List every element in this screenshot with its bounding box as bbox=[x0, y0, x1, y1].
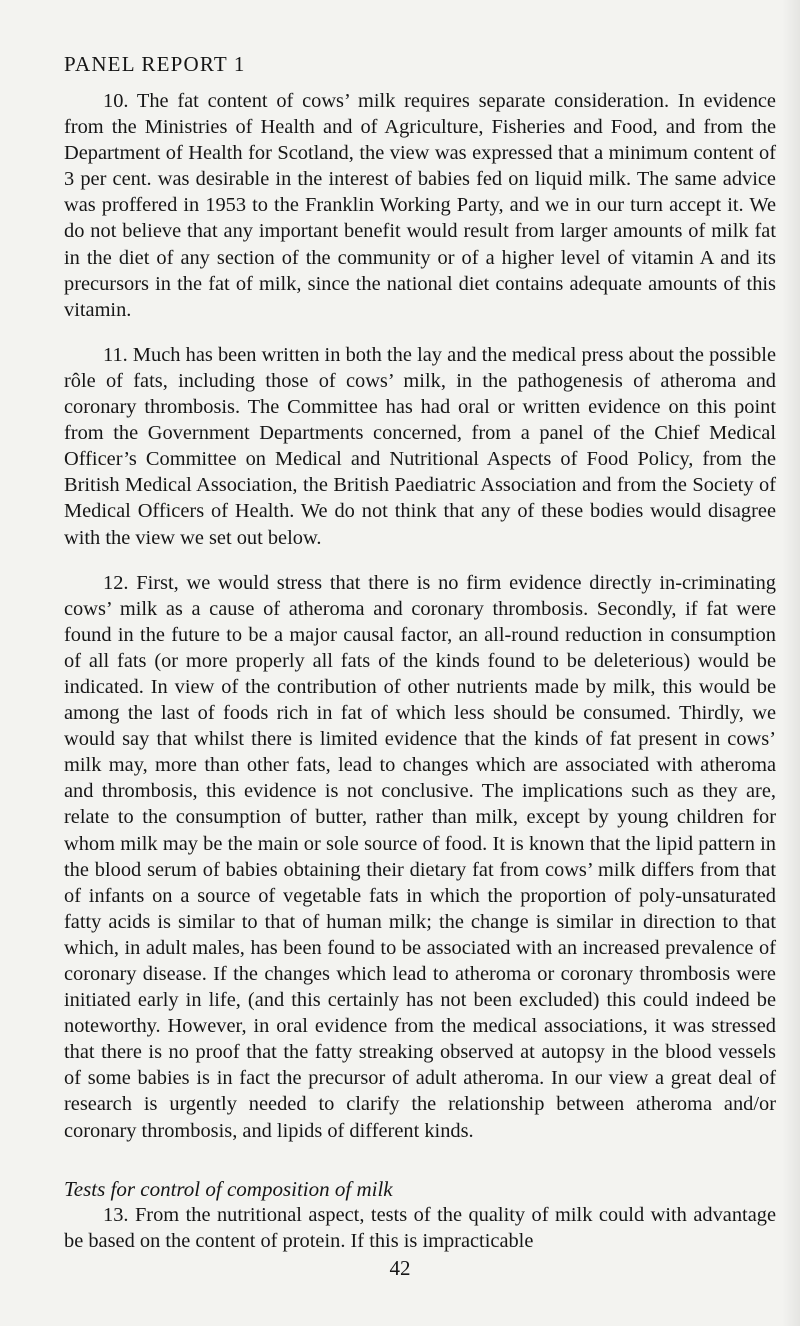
paragraph-12: 12. First, we would stress that there is no firm evidence directly in-criminating cows’ milk as a cause of atheroma and coronary thrombosis. Secondly, if fat were found in the future to be a major causal factor, an all-round reduction in consumption of all fats (or more properly all fats of the kinds found to be deleterious) would be indicated. In view of the contribution of other nutrients made by milk, this would be among the last of foods rich in fat of which less should be consumed. Thirdly, we would say that whilst there is limited evidence that the kinds of fat present in cows’ milk may, more than other fats, lead to changes which are associated with atheroma and thrombosis, this evidence is not conclusive. The implications such as they are, relate to the consumption of butter, rather than milk, except by young children for whom milk may be the main or sole source of food. It is known that the lipid pattern in the blood serum of babies obtaining their dietary fat from cows’ milk differs from that of infants on a source of vegetable fats in which the proportion of poly-unsaturated fatty acids is similar to that of human milk; the change is similar in direction to that which, in adult males, has been found to be associated with an increased prevalence of coronary disease. If the changes which lead to atheroma or coronary thrombosis were initiated early in life, (and this certainly has not been excluded) this could indeed be noteworthy. However, in oral evidence from the medical associations, it was stressed that there is no proof that the fatty streaking observed at autopsy in the blood vessels of some babies is in fact the precursor of adult atheroma. In our view a great deal of research is urgently needed to clarify the relationship between atheroma and/or coronary thrombosis, and lipids of different kinds. bbox=[64, 571, 776, 1142]
page-edge-shadow bbox=[782, 0, 800, 1326]
body-text bbox=[64, 88, 776, 1254]
paragraph-11: 11. Much has been written in both the lay and the medical press about the possible rôle of fats, including those of cows’ milk, in the pathogenesis of atheroma and coronary thrombosis. The Committee has had oral or written evidence on this point from the Government Departments concerned, from a panel of the Chief Medical Officer’s Committee on Medical and Nutritional Aspects of Food Policy, from the British Medical Association, the British Paediatric Association and from the Society of Medical Officers of Health. We do not think that any of these bodies would disagree with the view we set out below. bbox=[64, 343, 776, 549]
paragraph-13: 13. From the nutritional aspect, tests of the quality of milk could with advantage be based on the content of protein. If this is impracticable bbox=[64, 1203, 776, 1252]
paragraph-10: 10. The fat content of cows’ milk requires separate consideration. In evidence from the Ministries of Health and of Agriculture, Fisheries and Food, and from the Department of Health for Scotland, the view was expressed that a minimum content of 3 per cent. was desirable in the interest of babies fed on liquid milk. The same advice was proffered in 1953 to the Franklin Working Party, and we in our turn accept it. We do not believe that any important benefit would result from larger amounts of milk fat in the diet of any section of the community or of a higher level of vitamin A and its precursors in the fat of milk, since the national diet contains adequate amounts of this vitamin. bbox=[64, 90, 776, 321]
section-subheading: Tests for control of composition of milk bbox=[64, 1176, 393, 1201]
running-header: PANEL REPORT 1 bbox=[64, 52, 246, 76]
page-number: 42 bbox=[389, 1256, 411, 1280]
